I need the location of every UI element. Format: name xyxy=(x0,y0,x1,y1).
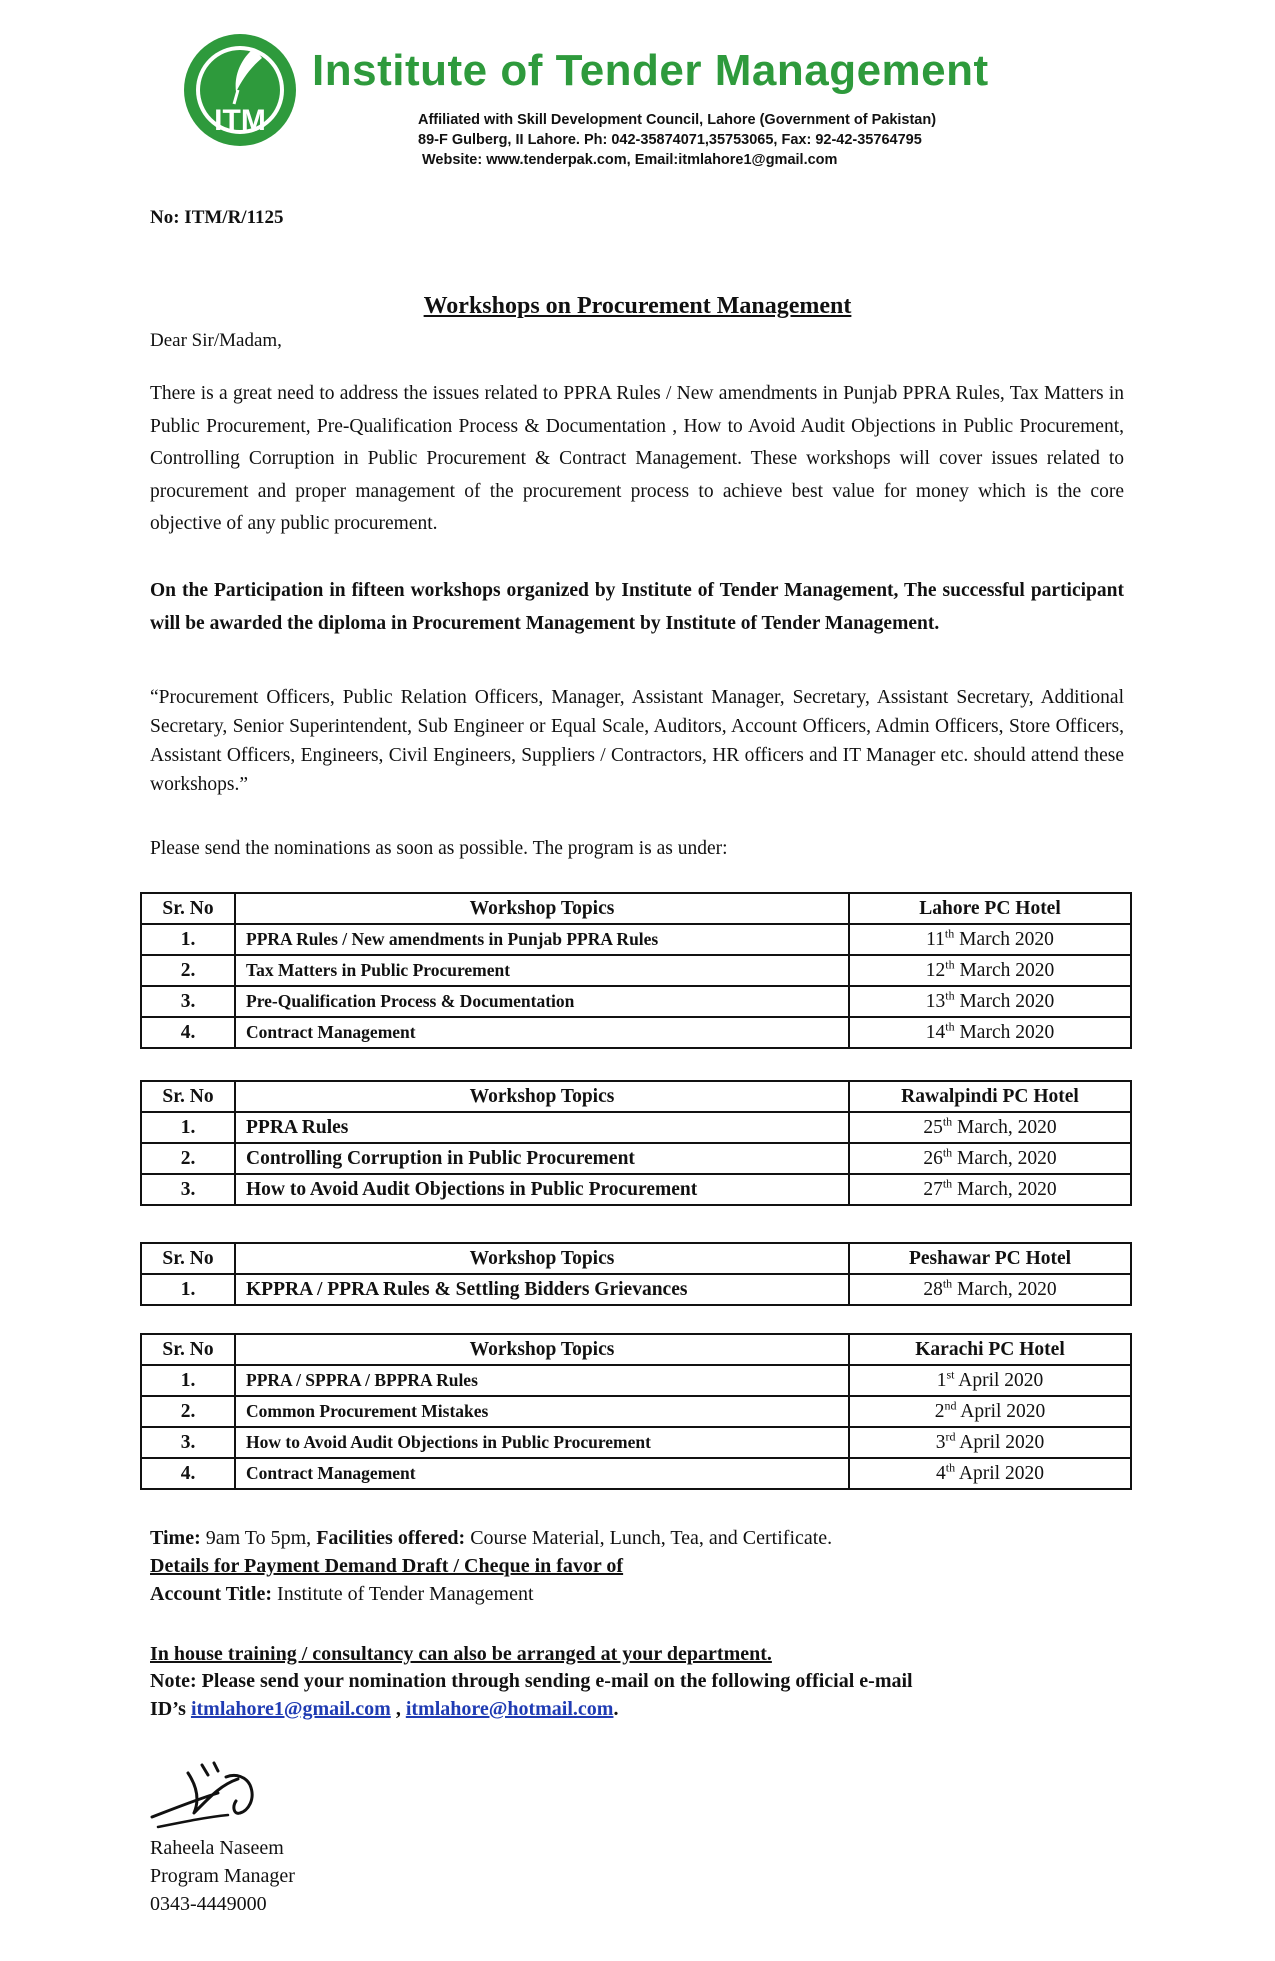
signatory-title: Program Manager xyxy=(150,1865,295,1887)
payment-heading: Details for Payment Demand Draft / Cheque in favor of xyxy=(150,1555,624,1577)
email-prefix: ID’s xyxy=(150,1698,191,1720)
subject-text: Workshops on Procurement Management xyxy=(423,293,852,319)
topic-cell: Contract Management xyxy=(235,1458,849,1489)
account-title-line xyxy=(150,1583,534,1606)
email-line xyxy=(150,1698,618,1721)
topic-cell: Tax Matters in Public Procurement xyxy=(235,955,849,986)
email-link-gmail[interactable]: itmlahore1@gmail.com xyxy=(190,1698,391,1720)
header-sr: Sr. No xyxy=(141,1243,235,1274)
lahore-schedule-table xyxy=(140,892,1132,1049)
account-value: Institute of Tender Management xyxy=(272,1583,534,1605)
rawalpindi-schedule-table xyxy=(140,1080,1132,1206)
facilities-value: Course Material, Lunch, Tea, and Certificate. xyxy=(465,1527,833,1549)
letterhead xyxy=(180,30,1060,170)
topic-cell: How to Avoid Audit Objections in Public Procurement xyxy=(235,1174,849,1205)
date-cell: 14th March 2020 xyxy=(849,1017,1131,1048)
peshawar-schedule-table xyxy=(140,1242,1132,1306)
sr-cell: 4. xyxy=(141,1458,235,1489)
table-row xyxy=(141,1143,1131,1174)
sr-cell: 1. xyxy=(141,1365,235,1396)
diploma-paragraph: On the Participation in fifteen workshops organized by Institute of Tender Management, The successful participant will be awarded the diploma in Procurement Management by Institute of Tender Management. xyxy=(150,580,1124,634)
table-row xyxy=(141,1174,1131,1205)
salutation: Dear Sir/Madam, xyxy=(150,330,282,351)
sr-cell: 1. xyxy=(141,1112,235,1143)
header-venue: Lahore PC Hotel xyxy=(849,893,1131,924)
header-sr: Sr. No xyxy=(141,1081,235,1112)
org-affiliation: Affiliated with Skill Development Council, Lahore (Government of Pakistan) xyxy=(418,112,937,128)
nomination-note: Note: Please send your nomination through sending e-mail on the following official e-mail xyxy=(150,1670,913,1692)
header-venue: Peshawar PC Hotel xyxy=(849,1243,1131,1274)
header-topic: Workshop Topics xyxy=(235,1243,849,1274)
table-row xyxy=(141,1017,1131,1048)
topic-cell: PPRA Rules / New amendments in Punjab PPRA Rules xyxy=(235,924,849,955)
email-end: . xyxy=(613,1698,619,1720)
topic-cell: PPRA Rules xyxy=(235,1112,849,1143)
table-row xyxy=(141,1365,1131,1396)
account-label: Account Title: xyxy=(150,1583,273,1605)
sr-cell: 3. xyxy=(141,1174,235,1205)
date-cell: 25th March, 2020 xyxy=(849,1112,1131,1143)
email-separator: , xyxy=(390,1698,406,1720)
sr-cell: 1. xyxy=(141,924,235,955)
signatory-name: Raheela Naseem xyxy=(150,1837,284,1859)
table-row xyxy=(141,1427,1131,1458)
date-cell: 2nd April 2020 xyxy=(849,1396,1131,1427)
table-row xyxy=(141,1112,1131,1143)
topic-cell: How to Avoid Audit Objections in Public Procurement xyxy=(235,1427,849,1458)
header-topic: Workshop Topics xyxy=(235,893,849,924)
table-header-row xyxy=(141,1243,1131,1274)
header-topic: Workshop Topics xyxy=(235,1334,849,1365)
header-venue: Rawalpindi PC Hotel xyxy=(849,1081,1131,1112)
table-row xyxy=(141,1396,1131,1427)
table-row xyxy=(141,955,1131,986)
sr-cell: 2. xyxy=(141,955,235,986)
table-header-row xyxy=(141,893,1131,924)
topic-cell: PPRA / SPPRA / BPPRA Rules xyxy=(235,1365,849,1396)
table-row xyxy=(141,1274,1131,1305)
date-cell: 13th March 2020 xyxy=(849,986,1131,1017)
sr-cell: 3. xyxy=(141,986,235,1017)
table-row xyxy=(141,1458,1131,1489)
topic-cell: Pre-Qualification Process & Documentation xyxy=(235,986,849,1017)
time-label: Time: xyxy=(150,1527,201,1549)
table-row xyxy=(141,986,1131,1017)
date-cell: 3rd April 2020 xyxy=(849,1427,1131,1458)
sr-cell: 2. xyxy=(141,1143,235,1174)
org-name: Institute of Tender Management xyxy=(312,46,989,95)
sr-cell: 2. xyxy=(141,1396,235,1427)
table-header-row xyxy=(141,1081,1131,1112)
signatory-phone: 0343-4449000 xyxy=(150,1893,267,1915)
table-row xyxy=(141,924,1131,955)
reference-number: No: ITM/R/1125 xyxy=(150,207,284,228)
header-sr: Sr. No xyxy=(141,1334,235,1365)
header-venue: Karachi PC Hotel xyxy=(849,1334,1131,1365)
topic-cell: Controlling Corruption in Public Procurement xyxy=(235,1143,849,1174)
topic-cell: KPPRA / PPRA Rules & Settling Bidders Grievances xyxy=(235,1274,849,1305)
date-cell: 1st April 2020 xyxy=(849,1365,1131,1396)
topic-cell: Contract Management xyxy=(235,1017,849,1048)
date-cell: 4th April 2020 xyxy=(849,1458,1131,1489)
date-cell: 12th March 2020 xyxy=(849,955,1131,986)
org-website: Website: www.tenderpak.com, Email:itmlahore1@gmail.com xyxy=(422,152,838,168)
sr-cell: 1. xyxy=(141,1274,235,1305)
date-cell: 26th March, 2020 xyxy=(849,1143,1131,1174)
time-facilities-line xyxy=(150,1527,832,1550)
date-cell: 28th March, 2020 xyxy=(849,1274,1131,1305)
email-link-hotmail[interactable]: itmlahore@hotmail.com xyxy=(405,1698,614,1720)
karachi-schedule-table xyxy=(140,1333,1132,1490)
sr-cell: 4. xyxy=(141,1017,235,1048)
itm-logo xyxy=(180,30,300,150)
facilities-label: Facilities offered: xyxy=(316,1527,466,1549)
org-address: 89-F Gulberg, II Lahore. Ph: 042-35874071,35753065, Fax: 92-42-35764795 xyxy=(418,132,922,148)
time-value: 9am To 5pm, xyxy=(200,1527,317,1549)
intro-paragraph: There is a great need to address the issues related to PPRA Rules / New amendments in Punjab PPRA Rules, Tax Matters in Public Procurement, Pre-Qualification Process & Documentation , How to Avoid Audit Objections in Public Procurement, Controlling Corruption in Public Procurement & Contract Management. These workshops will cover issues related to procurement and proper management of the procurement process to achieve best value for money which is the core objective of any public procurement. xyxy=(150,383,1124,534)
date-cell: 27th March, 2020 xyxy=(849,1174,1131,1205)
header-topic: Workshop Topics xyxy=(235,1081,849,1112)
date-cell: 11th March 2020 xyxy=(849,924,1131,955)
signature xyxy=(148,1755,288,1835)
sr-cell: 3. xyxy=(141,1427,235,1458)
logo-text: ITM xyxy=(214,104,266,137)
table-header-row xyxy=(141,1334,1131,1365)
inhouse-training-note: In house training / consultancy can also be arranged at your department. xyxy=(150,1643,772,1665)
subject-heading xyxy=(0,293,1275,320)
topic-cell: Common Procurement Mistakes xyxy=(235,1396,849,1427)
header-sr: Sr. No xyxy=(141,893,235,924)
audience-paragraph: “Procurement Officers, Public Relation Officers, Manager, Assistant Manager, Secretary, Assistant Secretary, Additional Secretary, Senior Superintendent, Sub Engineer or Equal Scale, Auditors, Account Officers, Admin Officers, Store Officers, Assistant Officers, Engineers, Civil Engineers, Suppliers / Contractors, HR officers and IT Manager etc. should attend these workshops.” xyxy=(150,687,1124,795)
program-intro: Please send the nominations as soon as possible. The program is as under: xyxy=(150,838,728,859)
